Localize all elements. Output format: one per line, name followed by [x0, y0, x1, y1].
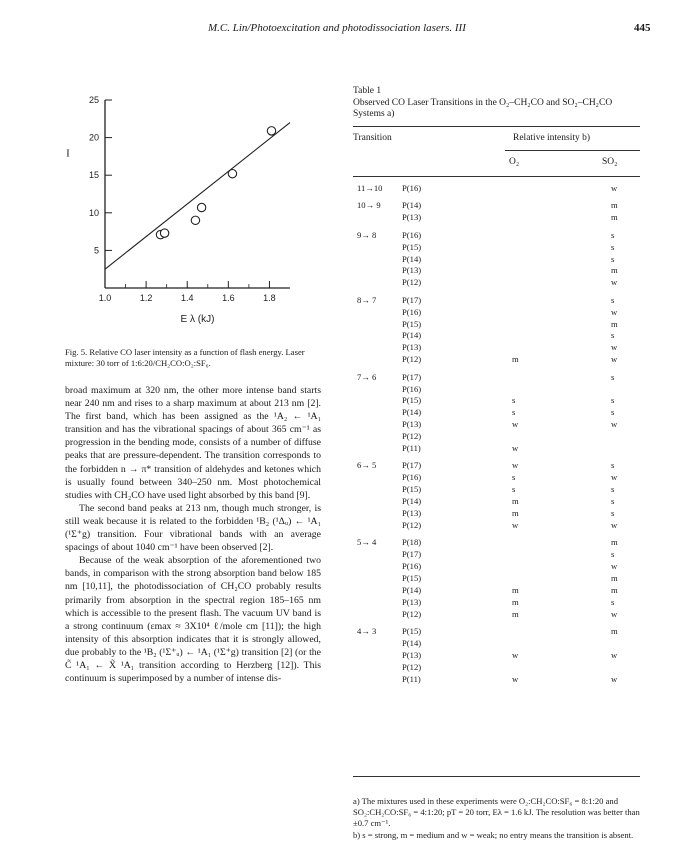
rotational-line: P(17) [402, 460, 422, 471]
table-footnotes [353, 796, 645, 842]
so2-intensity: s [611, 253, 615, 264]
so2-intensity: s [611, 496, 615, 507]
x-tick-label: 1.0 [98, 293, 112, 303]
rotational-line: P(13) [402, 342, 422, 353]
rotational-line: P(14) [402, 496, 422, 507]
o2-intensity: s [512, 395, 516, 406]
vibrational-band: 5→ 4 [357, 537, 377, 548]
so2-intensity: m [611, 318, 618, 329]
vibrational-band: 6→ 5 [357, 460, 377, 471]
so2-intensity: s [611, 395, 615, 406]
rotational-line: P(13) [402, 649, 422, 660]
so2-intensity: s [611, 241, 615, 252]
rotational-line: P(12) [402, 661, 422, 672]
data-point [160, 229, 168, 237]
rotational-line: P(15) [402, 318, 422, 329]
so2-intensity: w [611, 354, 618, 365]
o2-intensity: m [512, 584, 519, 595]
so2-intensity: s [611, 549, 615, 560]
rotational-line: P(11) [402, 673, 421, 684]
so2-intensity: w [611, 277, 618, 288]
so2-intensity: m [611, 200, 618, 211]
rotational-line: P(14) [402, 407, 422, 418]
so2-intensity: s [611, 229, 615, 240]
so2-intensity: w [611, 649, 618, 660]
o2-intensity: w [512, 460, 519, 471]
table-header-rule [353, 176, 640, 177]
vibrational-band: 9→ 8 [357, 229, 377, 240]
rotational-line: P(17) [402, 371, 422, 382]
so2-intensity: w [611, 306, 618, 317]
o2-intensity: w [512, 419, 519, 430]
y-tick-label: 5 [93, 245, 99, 256]
o2-intensity: w [512, 443, 519, 453]
rotational-line: P(18) [402, 537, 422, 548]
rotational-line: P(11) [402, 443, 421, 453]
o2-intensity: w [512, 519, 519, 530]
o2-intensity: m [512, 496, 519, 507]
x-axis-label: E λ (kJ) [180, 314, 215, 325]
so2-intensity: m [611, 584, 618, 595]
footnote-a: a) The mixtures used in these experiments were O₂:CH₂CO:SF₆ = 8:1:20 and SO₂:CH₂CO:SF₆ = 4:1:20; pT = 20 torr, Eλ = 1.6 kJ. The resolution was better than ±0.7 cm⁻¹. [353, 796, 640, 828]
vibrational-band: 8→ 7 [357, 294, 377, 305]
rotational-line: P(12) [402, 608, 422, 619]
rotational-line: P(12) [402, 519, 422, 530]
vibrational-band: 11→10 [357, 183, 383, 193]
so2-intensity: s [611, 596, 615, 607]
vibrational-band: 10→ 9 [357, 200, 381, 211]
fit-line [105, 123, 290, 270]
x-tick-label: 1.2 [139, 293, 153, 303]
x-tick-label: 1.6 [222, 293, 235, 303]
rotational-line: P(17) [402, 294, 422, 305]
so2-intensity: m [611, 626, 618, 637]
table-title: Observed CO Laser Transitions in the O₂–CH₂CO and SO₂–CH₂CO Systems a) [353, 97, 613, 119]
plot-axes [105, 100, 290, 288]
rotational-line: P(13) [402, 596, 422, 607]
o2-intensity: s [512, 472, 516, 483]
o2-intensity: w [512, 649, 519, 660]
o2-intensity: s [512, 407, 516, 418]
vibrational-band: 7→ 6 [357, 371, 377, 382]
o2-intensity: w [512, 673, 519, 684]
so2-intensity: s [611, 330, 615, 341]
figure-5-plot [62, 88, 312, 338]
y-tick-label: 20 [88, 132, 99, 143]
figure-caption-text: Relative CO laser intensity as a function of flash energy. Laser mixture: 30 torr of 1:6:20/CH₂CO:O₂:SF₆. [65, 347, 305, 368]
col-header-o2: O₂ [509, 157, 520, 167]
rotational-line: P(14) [402, 584, 422, 595]
data-point [267, 127, 275, 135]
table-top-rule [353, 126, 640, 127]
fit-line-segment [105, 123, 290, 270]
table-label: Table 1 [353, 86, 382, 96]
so2-intensity: s [611, 484, 615, 495]
so2-intensity: w [611, 673, 618, 684]
x-tick-label: 1.4 [180, 293, 194, 303]
rotational-line: P(14) [402, 253, 422, 264]
so2-intensity: m [611, 265, 618, 276]
rotational-line: P(15) [402, 395, 422, 406]
rotational-line: P(16) [402, 306, 422, 317]
rotational-line: P(13) [402, 212, 422, 223]
o2-intensity: m [512, 596, 519, 607]
o2-intensity: m [512, 508, 519, 518]
data-points [156, 127, 275, 239]
rotational-line: P(15) [402, 626, 422, 637]
so2-intensity: s [611, 508, 615, 518]
x-tick-label: 1.8 [263, 293, 276, 303]
running-title: M.C. Lin/Photoexcitation and photodissociation lasers. III [208, 22, 466, 34]
rotational-line: P(16) [402, 229, 422, 240]
so2-intensity: w [611, 519, 618, 530]
rotational-line: P(15) [402, 241, 422, 252]
so2-intensity: m [611, 537, 618, 548]
o2-intensity: s [512, 484, 516, 495]
so2-intensity: m [611, 573, 618, 583]
o2-intensity: m [512, 608, 519, 619]
vibrational-band: 4→ 3 [357, 626, 377, 637]
rotational-line: P(14) [402, 200, 422, 211]
col-header-so2: SO₂ [602, 157, 618, 167]
y-axis-label: I [66, 147, 70, 160]
data-point [191, 216, 199, 224]
body-paragraph: The second band peaks at 213 nm, though much stronger, is still weak because it is related to the forbidden ¹B₂ (¹Δᵤ) ← ¹A₁ (¹Σ⁺g) transition. Four vibrational bands with an average spacings of about 1040 cm⁻¹ have been observed [2]. [65, 502, 321, 554]
rotational-line: P(14) [402, 330, 422, 341]
rotational-line: P(12) [402, 431, 422, 442]
figure-caption [65, 347, 315, 369]
so2-intensity: w [611, 561, 618, 572]
figure-label: Fig. 5. [65, 347, 88, 357]
rotational-line: P(13) [402, 265, 422, 276]
so2-intensity: s [611, 371, 615, 382]
so2-intensity: s [611, 460, 615, 471]
col-header-transition: Transition [353, 133, 392, 143]
rotational-line: P(12) [402, 354, 422, 365]
data-point [197, 203, 205, 211]
so2-intensity: w [611, 608, 618, 619]
data-point [228, 169, 236, 177]
o2-intensity: m [512, 354, 519, 365]
so2-intensity: w [611, 472, 618, 483]
so2-intensity: w [611, 419, 618, 430]
y-tick-label: 25 [88, 95, 99, 105]
y-tick-label: 10 [88, 207, 99, 218]
body-paragraph: broad maximum at 320 nm, the other more intense band starts near 240 nm and rises to a sharp maximum at about 213 nm [2]. The first band, which has been assigned as the ¹A₂ ← ¹A₁ transition and has the vibrational spacings of about 365 cm⁻¹ as progression in the bending mode, consists of a number of diffuse peaks that are pressure-dependent. The transition corresponds to the forbidden n → π* transition of aldehydes and ketones which is usually found between 340–250 nm. Most photochemical studies with CH₂CO have used light absorbed by this band [9]. [65, 385, 321, 501]
y-tick-label: 15 [88, 170, 99, 181]
rotational-line: P(16) [402, 561, 422, 572]
so2-intensity: s [611, 294, 615, 305]
body-paragraph: Because of the weak absorption of the aforementioned two bands, in comparison with the strong absorption band below 185 nm [10,11], the photodissociation of CH₂CO probably results primarily from absorption in the spectral region 185–165 nm which is accessible to the present flash. The vacuum UV band is a strong continuum (εmax ≈ 3X10⁴ ℓ/mole cm [11]); the high intensity of this absorption indicates that it is strongly allowed, due probably to the ¹B₂ (¹Σ⁺ᵤ) ← ¹A₁ (¹Σ⁺g) transition [2] (or the C̃ ¹A₁ ← X̃ ¹A₁ transition according to Herzberg [12]). This continuum is superimposed by a number of intense dis- [65, 555, 321, 685]
plot-ticks [89, 95, 276, 303]
so2-intensity: s [611, 407, 615, 418]
col-header-relative-intensity: Relative intensity b) [513, 133, 591, 143]
table-bottom-rule [353, 776, 640, 777]
rotational-line: P(17) [402, 549, 422, 560]
rotational-line: P(15) [402, 484, 422, 495]
rotational-line: P(13) [402, 419, 422, 430]
page-number: 445 [634, 22, 651, 34]
rotational-line: P(16) [402, 472, 422, 483]
footnote-b: b) s = strong, m = medium and w = weak; no entry means the transition is absent. [353, 830, 634, 840]
rotational-line: P(13) [402, 508, 422, 518]
so2-intensity: w [611, 183, 618, 193]
so2-intensity: m [611, 212, 618, 223]
table-subheader-rule [505, 150, 640, 151]
rotational-line: P(16) [402, 183, 422, 193]
rotational-line: P(15) [402, 573, 422, 583]
rotational-line: P(12) [402, 277, 422, 288]
body-text-column [65, 384, 321, 685]
table-caption [353, 86, 643, 121]
rotational-line: P(16) [402, 383, 422, 394]
rotational-line: P(14) [402, 638, 422, 648]
so2-intensity: w [611, 342, 618, 353]
